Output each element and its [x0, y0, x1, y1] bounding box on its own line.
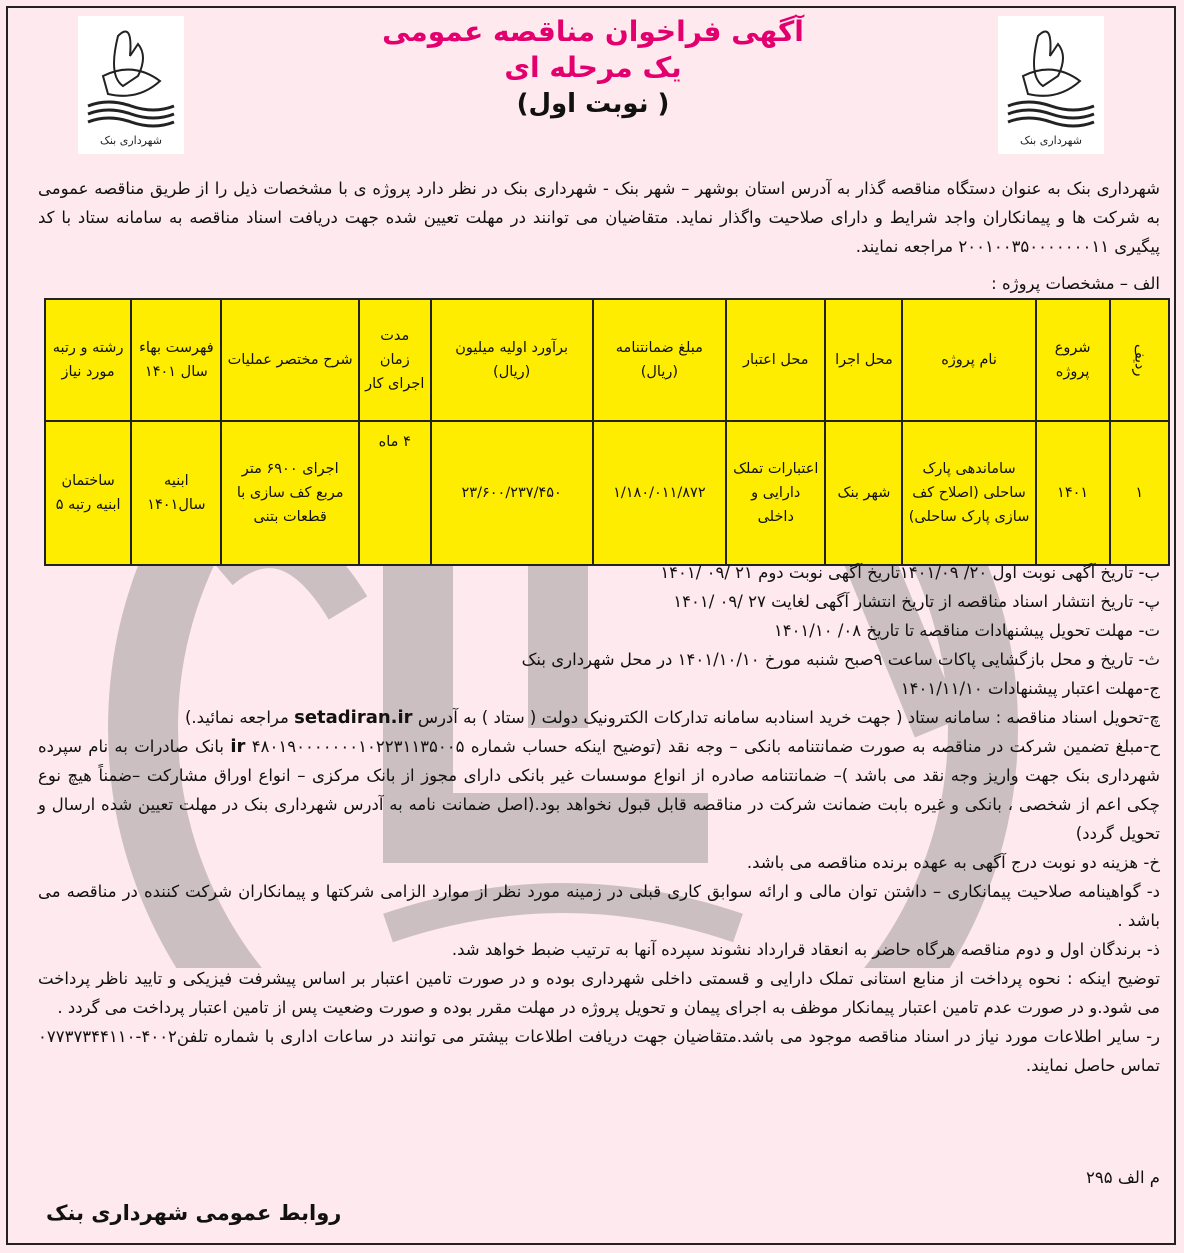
cell-estimate: ۲۳/۶۰۰/۲۳۷/۴۵۰ — [431, 421, 593, 565]
conditions-list — [38, 558, 1160, 1080]
logo-caption-right: شهرداری بنک — [1020, 134, 1082, 147]
header-duration: مدت زمان اجرای کار — [359, 299, 431, 421]
project-table — [44, 298, 1170, 566]
header-credit: محل اعتبار — [726, 299, 825, 421]
header-estimate: برآورد اولیه میلیون (ریال) — [431, 299, 593, 421]
cell-credit: اعتبارات تملک دارایی و داخلی — [726, 421, 825, 565]
table-header-row — [45, 299, 1169, 421]
tender-notice-page — [6, 6, 1176, 1245]
cell-row-number: ۱ — [1110, 421, 1169, 565]
item-ch-text: چ-تحویل اسناد مناقصه : سامانه ستاد ( جهت خرید اسنادبه سامانه تدارکات الکترونیک دولت ( ستاد ) به آدرس — [417, 708, 1160, 727]
header-description: شرح مختصر عملیات — [221, 299, 358, 421]
reference-number: م الف ۲۹۵ — [1086, 1168, 1160, 1187]
item-b: ب- تاریخ آگهی نوبت اول ۲۰/ ۱۴۰۱/۰۹تاریخ آگهی نوبت دوم ۲۱ /۰۹ /۱۴۰۱ — [660, 563, 1160, 582]
title-line-2: یک مرحله ای — [504, 51, 682, 84]
municipality-logo-right — [998, 16, 1104, 154]
item-t: ت- مهلت تحویل پیشنهادات مناقصه تا تاریخ ۰۸/ ۱۴۰۱/۱۰ — [773, 621, 1160, 640]
intro-paragraph: شهرداری بنک به عنوان دستگاه مناقصه گذار به آدرس استان بوشهر – شهر بنک - شهرداری بنک در نظر دارد پروژه ی با مشخصات ذیل را از طریق مناقصه عمومی به شرکت ها و پیمانکاران واجد شرایط و دارای صلاحیت واگذار نماید. متقاضیان می توانند در مهلت تعیین شده جهت دریافت اسناد مناقصه به سامانه ستاد با کد پیگیری ۲۰۰۱۰۰۳۵۰۰۰۰۰۰۰۱۱ مراجعه نمایند. — [38, 179, 1160, 256]
section-a-label: الف – مشخصات پروژه : — [991, 274, 1160, 293]
item-p: پ- تاریخ انتشار اسناد مناقصه از تاریخ انتشار آگهی لغایت ۲۷ /۰۹ /۱۴۰۱ — [673, 592, 1160, 611]
notice-title — [308, 14, 878, 122]
item-ch — [38, 703, 1160, 732]
cell-location: شهر بنک — [825, 421, 902, 565]
item-z: ذ- برندگان اول و دوم مناقصه هرگاه حاضر به انعقاد قرارداد نشوند سپرده آنها به ترتیب ضبط خواهد شد. — [451, 940, 1160, 959]
header-field: رشته و رتبه مورد نیاز — [45, 299, 131, 421]
setadiran-link[interactable]: setadiran.ir — [294, 707, 413, 728]
item-d: د- گواهینامه صلاحیت پیمانکاری – داشتن توان مالی و ارائه سوابق کاری قبلی در زمینه مورد نظر از موارد الزامی شرکتها و پیمانکاران شرکت کننده در مناقصه می باشد . — [38, 882, 1160, 930]
logo-caption-left: شهرداری بنک — [100, 134, 162, 147]
cell-start: ۱۴۰۱ — [1036, 421, 1110, 565]
header-name: نام پروژه — [902, 299, 1035, 421]
iban-prefix: ir — [230, 736, 246, 757]
item-ch-end: مراجعه نمائید.) — [185, 708, 289, 727]
cell-description: اجرای ۶۹۰۰ متر مربع کف سازی با قطعات بتنی — [221, 421, 358, 565]
cell-pricelist: ابنیه سال۱۴۰۱ — [131, 421, 221, 565]
public-relations-signature: روابط عمومی شهرداری بنک — [46, 1201, 342, 1225]
municipality-logo-left — [78, 16, 184, 154]
header-row-number: ردیف — [1110, 299, 1169, 421]
table-row — [45, 421, 1169, 565]
header-location: محل اجرا — [825, 299, 902, 421]
cell-field: ساختمان ابنیه رتبه ۵ — [45, 421, 131, 565]
header-start: شروع پروژه — [1036, 299, 1110, 421]
item-j: ج-مهلت اعتبار پیشنهادات ۱۴۰۱/۱۱/۱۰ — [900, 679, 1160, 698]
item-kh: خ- هزینه دو نوبت درج آگهی به عهده برنده مناقصه می باشد. — [746, 853, 1160, 872]
payment-note: توضیح اینکه : نحوه پرداخت از منابع استانی تملک دارایی و قسمتی داخلی شهرداری بوده و در صورت تامین اعتبار بر اساس پیشرفت فیزیکی و تایید ناظر پرداخت می شود.و در صورت عدم تامین اعتبار پیمانکار موظف به اجرای پیمان و تحویل پروژه در مهلت مقرر بوده و صورت وضعیت پس از تامین اعتبار پرداخت می گردد . — [38, 969, 1160, 1017]
item-h-text: ح-مبلغ تضمین شرکت در مناقصه به صورت ضمانتنامه بانکی – وجه نقد (توضیح اینکه حساب شماره — [470, 737, 1160, 756]
header-guarantee: مبلغ ضمانتنامه (ریال) — [593, 299, 726, 421]
title-line-1: آگهی فراخوان مناقصه عمومی — [382, 15, 804, 48]
item-h-rest: بانک صادرات به نام سپرده شهرداری بنک جهت واریز وجه نقد می باشد )– ضمانتنامه صادره از انواع موسسات غیر بانکی دارای مجوز از بانک مرکزی – انواع اوراق مشارکت –ضمناً هیچ نوع چکی اعم از شخصی ، بانکی و غیره بابت ضمانت شرکت در مناقصه قابل قبول نخواهد بود.(اصل ضمانت نامه به آدرس شهرداری بنک در مهلت تعیین شده ارسال و تحویل گردد) — [38, 737, 1160, 843]
item-r: ر- سایر اطلاعات مورد نیاز در اسناد مناقصه موجود می باشد.متقاضیان جهت دریافت اطلاعات بیشتر می توانند در ساعات اداری با شماره تلفن۴۰۰۲-۰۷۷۳۷۳۴۴۱۱۰ تماس حاصل نمایند. — [38, 1027, 1160, 1075]
iban-number: ۴۸۰۱۹۰۰۰۰۰۰۰۱۰۲۲۳۱۱۳۵۰۰۵ — [251, 737, 465, 756]
cell-name: ساماندهی پارک ساحلی (اصلاح کف سازی پارک ساحلی) — [902, 421, 1035, 565]
cell-guarantee: ۱/۱۸۰/۰۱۱/۸۷۲ — [593, 421, 726, 565]
header-pricelist: فهرست بهاء سال ۱۴۰۱ — [131, 299, 221, 421]
cell-duration: ۴ ماه — [359, 421, 431, 565]
item-th: ث- تاریخ و محل بازگشایی پاکات ساعت ۹صبح شنبه مورخ ۱۴۰۱/۱۰/۱۰ در محل شهرداری بنک — [521, 650, 1160, 669]
item-h — [38, 732, 1160, 848]
title-line-3: ( نوبت اول) — [516, 89, 670, 119]
